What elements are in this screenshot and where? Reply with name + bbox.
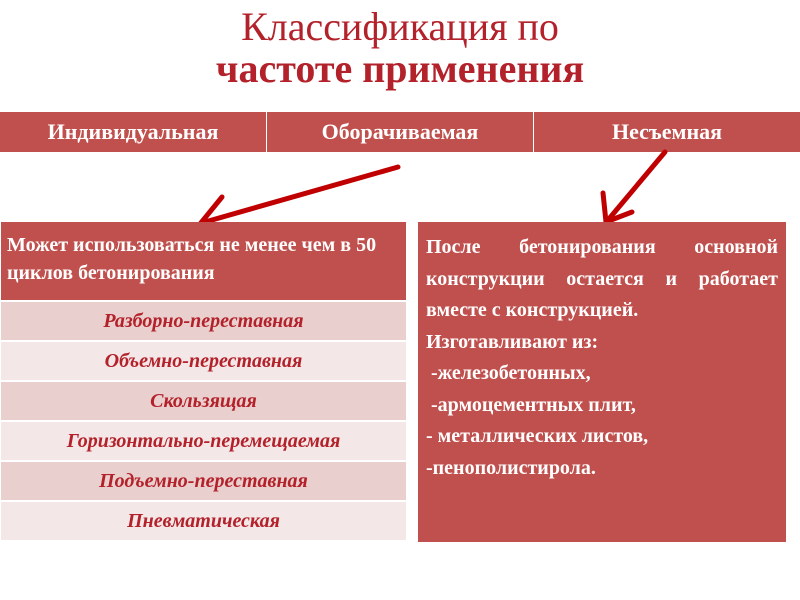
category-reusable: Оборачиваемая (267, 112, 534, 152)
category-permanent: Несъемная (611, 119, 723, 144)
page-title (0, 4, 800, 92)
type-item: Пневматическая (1, 502, 406, 540)
reusable-types-list (1, 302, 406, 540)
permanent-made-from: Изготавливают из: (426, 330, 599, 353)
classification-header (0, 112, 800, 152)
material-item: -железобетонных, (426, 362, 591, 384)
type-item: Объемно-переставная (1, 342, 406, 380)
reusable-description: Может использоваться не менее чем в 50 циклов бетонирования (1, 222, 406, 300)
category-individual: Индивидуальная (0, 112, 267, 152)
type-item: Скользящая (1, 382, 406, 420)
permanent-description: После бетонирования основной конструкции остается и работает вместе с конструкцией. (426, 236, 778, 321)
arrow-reusable (200, 167, 398, 230)
permanent-panel (418, 222, 786, 542)
type-item: Разборно-переставная (1, 302, 406, 340)
title-line-2: частоте применения (215, 46, 585, 91)
material-item: -пенополистирола. (426, 456, 596, 479)
title-line-1: Классификация по (241, 4, 559, 49)
type-item: Подъемно-переставная (1, 462, 406, 500)
material-item: -армоцементных плит, (426, 393, 636, 416)
material-item: - металлических листов, (426, 425, 649, 447)
reusable-panel (1, 222, 406, 542)
type-item: Горизонтально-перемещаемая (1, 422, 406, 460)
arrow-permanent (603, 152, 665, 222)
